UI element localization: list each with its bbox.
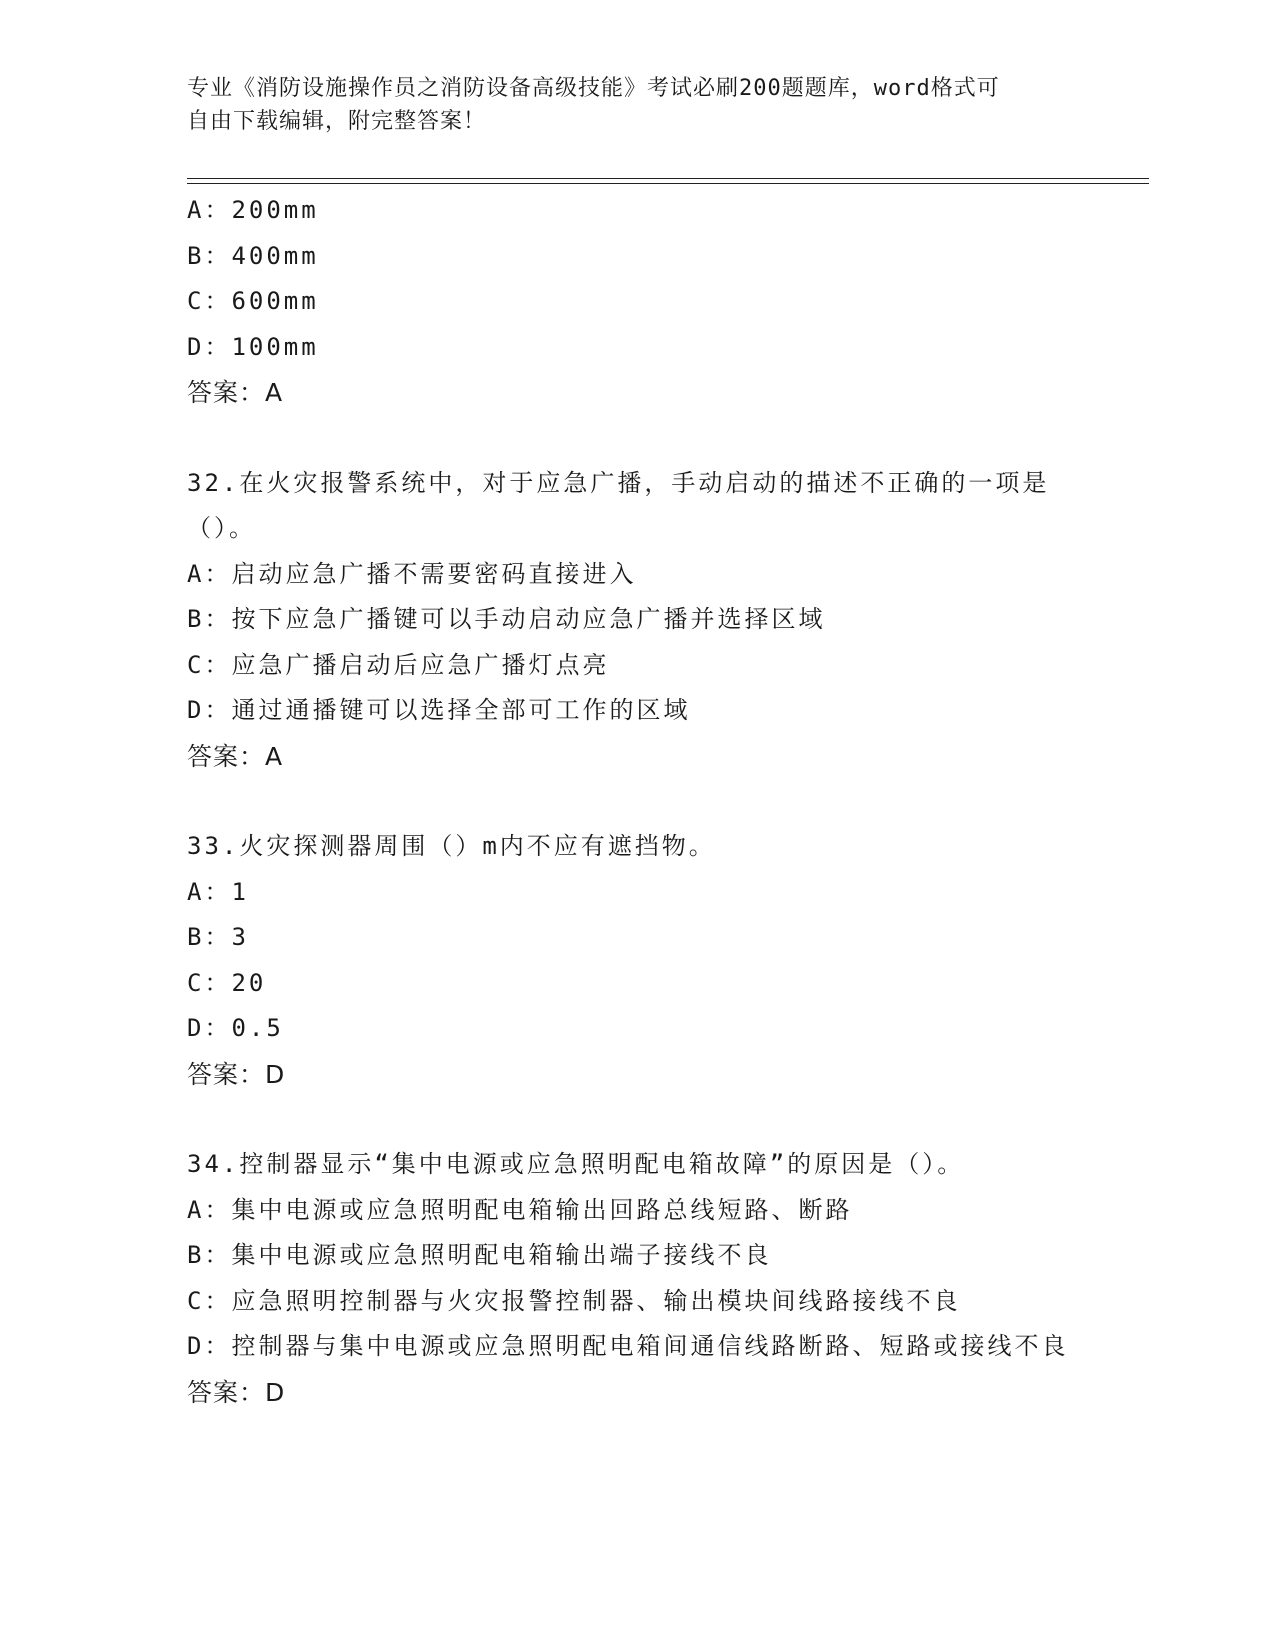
question-text: 32.在火灾报警系统中，对于应急广播，手动启动的描述不正确的一项是（）。: [187, 468, 1050, 542]
question-block-34: [187, 1142, 1087, 1415]
header-divider: [187, 178, 1149, 184]
header-line-2: 自由下载编辑，附完整答案！: [187, 109, 487, 134]
question-block-31: [187, 188, 1087, 416]
option-a: A：200mm: [187, 196, 319, 224]
spacer: [187, 1097, 1087, 1142]
option-b: B：3: [187, 923, 249, 951]
spacer: [187, 416, 1087, 461]
spacer: [187, 779, 1087, 824]
option-d: D：通过通播键可以选择全部可工作的区域: [187, 696, 691, 724]
answer-line: 答案：D: [187, 1377, 286, 1407]
option-a: A：启动应急广播不需要密码直接进入: [187, 559, 637, 588]
answer-line: 答案：A: [187, 378, 284, 407]
question-list: [187, 188, 1087, 1415]
option-c: C：应急照明控制器与火灾报警控制器、输出模块间线路接线不良: [187, 1286, 961, 1315]
option-d: D：控制器与集中电源或应急照明配电箱间通信线路断路、短路或接线不良: [187, 1332, 1069, 1360]
option-b: B：集中电源或应急照明配电箱输出端子接线不良: [187, 1241, 772, 1269]
question-block-32: [187, 461, 1087, 780]
option-a: A：集中电源或应急照明配电箱输出回路总线短路、断路: [187, 1195, 853, 1224]
option-c: C：应急广播启动后应急广播灯点亮: [187, 650, 610, 679]
option-d: D：100mm: [187, 332, 319, 361]
page-header: [187, 72, 1087, 138]
question-block-33: [187, 824, 1087, 1097]
header-line-1: 专业《消防设施操作员之消防设备高级技能》考试必刷200题题库，word格式可: [187, 76, 1000, 101]
question-text: 33.火灾探测器周围（）m内不应有遮挡物。: [187, 832, 716, 860]
option-b: B：按下应急广播键可以手动启动应急广播并选择区域: [187, 605, 826, 633]
answer-line: 答案：A: [187, 741, 284, 771]
option-a: A：1: [187, 877, 249, 906]
answer-line: 答案：D: [187, 1059, 286, 1089]
option-b: B：400mm: [187, 241, 319, 270]
option-c: C：20: [187, 968, 267, 997]
option-d: D：0.5: [187, 1014, 284, 1042]
question-text: 34.控制器显示“集中电源或应急照明配电箱故障”的原因是（）。: [187, 1150, 965, 1178]
option-c: C：600mm: [187, 287, 319, 315]
